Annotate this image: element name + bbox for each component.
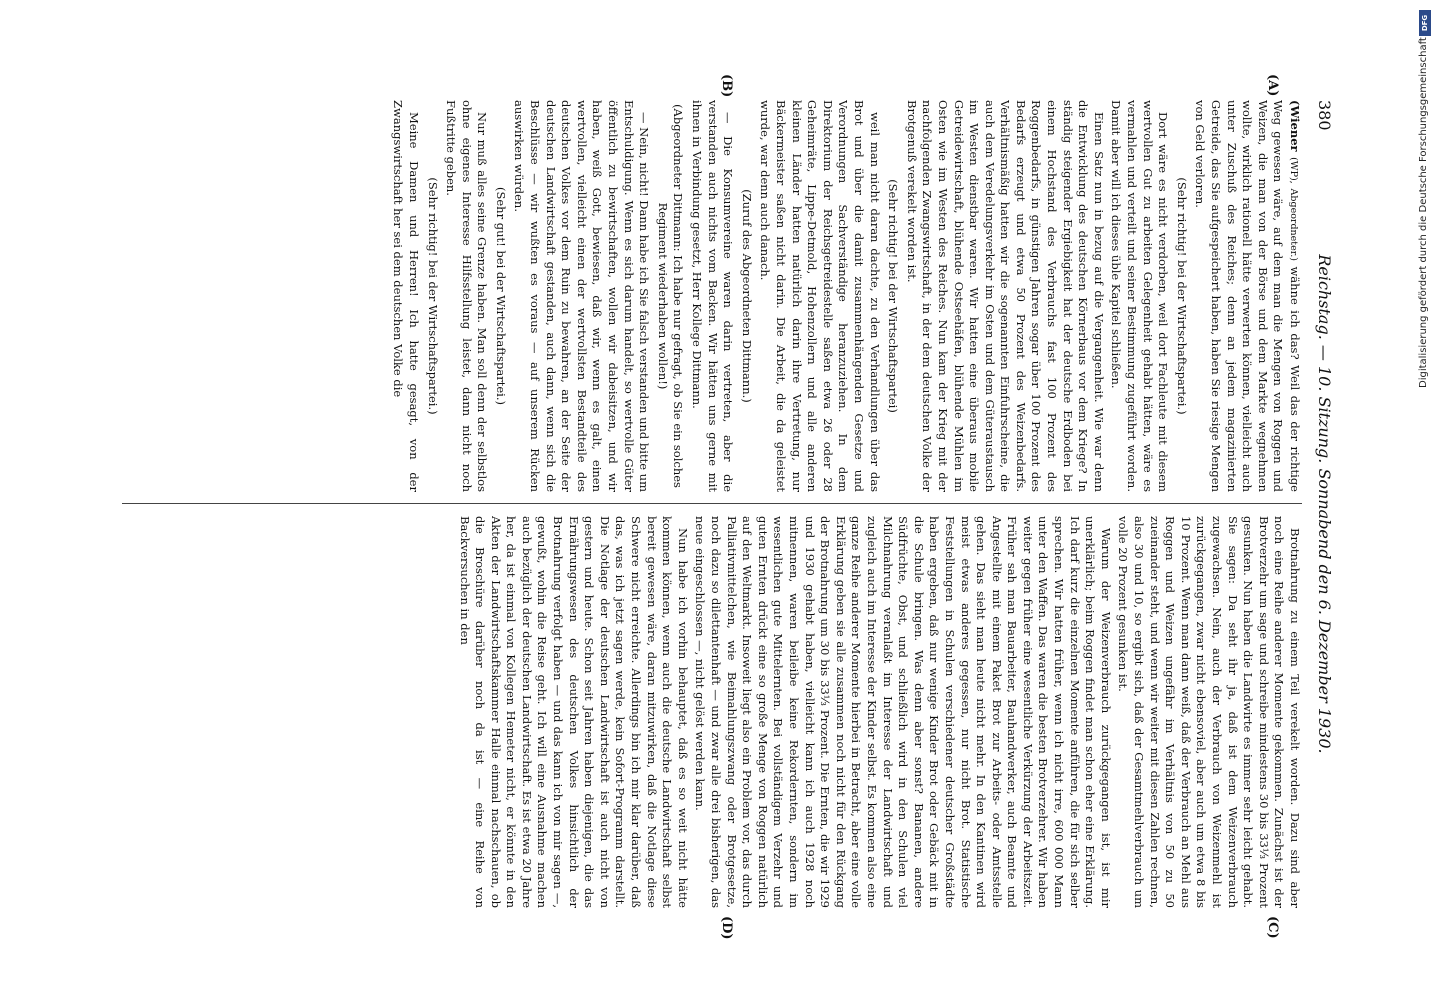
paragraph-text: wähne ich das? Weil das der richtige Weg gewesen wäre, auf dem man die Mengen von Roggen und Weizen, die man von der Börse und dem Markte wegnehmen wollte, wirklich rationell hätte verwerten können, vielleicht auch unter Zuschuß des Reiches; denn an jedem magazinierten Getreide, das Sie aufgespeichert haben, haben Sie riesige Mengen von Geld verloren. bbox=[1193, 100, 1302, 492]
credit-text: Digitalisierung gefördert durch die Deutsche Forschungsgemeinschaft bbox=[1418, 37, 1429, 388]
left-column bbox=[122, 100, 1302, 492]
speaker-name: (Wiener bbox=[1288, 100, 1302, 152]
paragraph: Warum der Weizenverbrauch zurückgegangen ist, ist mir unerklärlich; beim Roggen findet man schon eher eine Erklärung. Ich darf kurz die einzelnen Momente anführen, die für sich selber sprechen. Wir hatten früher, wenn ich nicht irre, 600 000 Mann unter den Waffen. Das waren die besten Brotverzehrer. Wir haben weiter gegen früher eine wesentliche Verkürzung der Arbeitszeit. Früher sah man Bauarbeiter, Bauhandwerker, auch Beamte und Angestellte mit einem Paket Brot zur Arbeits- oder Amtsstelle gehen. Das sieht man heute nicht mehr. In den Kantinen wird meist etwas anderes gegessen, nur nicht Brot. Statistische Feststellungen in Schulen verschiedener deutscher Großstädte haben ergeben, daß nur wenige Kinder Brot oder Gebäck mit in die Schule bringen. Was denn aber sonst? Bananen, andere Südfrüchte, Obst, und schließlich wird in den Schulen viel Milchnahrung veranlaßt im Interesse der Landwirtschaft und zugleich auch im Interesse der Kinder selbst. Es kommen also eine ganze Reihe anderer Momente hierbei in Betracht, aber eine volle Erklärung geben sie alle zusammen noch nicht für den Rückgang der Brotnahrung um 30 bis 33⅓ Prozent. Die Ernten, die wir 1929 und 1930 gehabt haben, vielleicht kann ich auch 1928 noch mitnennen, waren beileibe keine Rekordernten, sondern im wesentlichen gute Mittelernten. Bei vollständigem Verzehr und guten Ernten drückt eine so große Menge von Roggen natürlich auf den Weltmarkt. Insoweit liegt also ein Problem vor, das durch Palliativmittelchen, wie Beimahlungszwang oder Brotgesetze, noch dazu so dilettantenhaft — und zwar alle drei bisherigen, das neue eingeschlossen —, nicht gelöst werden kann. bbox=[693, 516, 1113, 908]
speaker-party: (WP), Abgeordneter.) bbox=[1288, 157, 1299, 261]
margin-marker-b: (B) bbox=[719, 74, 734, 98]
interjection: (Sehr richtig! bei der Wirtschaftspartei) bbox=[886, 179, 901, 413]
interjection: (Sehr richtig! bei der Wirtschaftspartei.) bbox=[425, 177, 440, 415]
dfg-logo: DFG bbox=[1419, 10, 1431, 36]
page-header bbox=[1312, 100, 1334, 908]
margin-marker-c: (C) bbox=[1265, 916, 1280, 939]
running-title: Reichstag. — 10. Sitzung. Sonnabend den 6. Dezember 1930. bbox=[1315, 254, 1334, 754]
column-divider bbox=[122, 503, 1302, 504]
text-columns bbox=[122, 100, 1302, 908]
interjection: (Sehr gut! bei der Wirtschaftspartei.) bbox=[493, 187, 508, 405]
paragraph: weil man nicht daran dachte, zu den Verhandlungen über das Brot und über die damit zusammenhängenden Gesetze und Verordnungen Sachverständige heranzuziehen. In dem Direktorium der Reichsgetreidestelle saßen etwa 26 oder 28 Geheimräte, Lippe-Detmold, Hohenzollern und alle anderen kleinen Länder hatten natürlich darin ihre Vertretung, nur Bäckermeister saßen nicht darin. Die Arbeit, die da geleistet wurde, war denn auch danach. bbox=[758, 100, 882, 492]
paragraph: Dort wäre es nicht verdorben, weil dort Fachleute mit diesem wertvollen Gut zu arbeiten Gelegenheit gehabt hätten, wäre es vermahlen und verteilt und seiner Bestimmung zugeführt worden. Damit aber will ich dieses üble Kapitel schließen. bbox=[1109, 100, 1171, 492]
page-content bbox=[114, 74, 1334, 940]
page-number: 380 bbox=[1315, 100, 1334, 131]
interjection: (Sehr richtig! bei der Wirtschaftspartei.) bbox=[1174, 177, 1189, 415]
paragraph bbox=[1192, 100, 1302, 492]
margin-marker-a: (A) bbox=[1265, 74, 1280, 97]
paragraph: — Nein, nicht! Dann habe ich Sie falsch verstanden und bitte um Entschuldigung. Wenn es sich darum handelt, so wertvolle Güter öffentlich zu bewirtschaften, wollen wir dabeisitzen, und wir haben, weiß Gott, bewiesen, daß wir, wenn es galt, einen wertvollen, vielleicht einen der wertvollsten Bestandteile des deutschen Volkes vor dem Ruin zu bewahren, an der Seite der deutschen Landwirtschaft gestanden, auch dann, wenn sich die Beschlüsse — wir wußten es voraus — auf unserem Rücken auswirken würden. bbox=[512, 100, 652, 492]
paragraph: Meine Damen und Herren! Ich hatte gesagt, von der Zwangswirtschaft her sei dem deutschen Volke die bbox=[391, 100, 421, 492]
interjection: (Abgeordneter Dittmann: Ich habe nur gefragt, ob Sie ein solches Regiment wiederhaben wollen!) bbox=[655, 104, 686, 488]
paragraph: — Die Konsumvereine waren darin vertreten, aber die verstanden auch nichts vom Backen. Wir hätten uns gerne mit ihnen in Verbindung gesetzt, Herr Kollege Dittmann. bbox=[690, 100, 736, 492]
digitization-credit bbox=[1418, 8, 1432, 988]
interjection: (Zuruf des Abgeordneten Dittmann.) bbox=[739, 189, 754, 403]
paragraph: Nun habe ich vorhin behauptet, daß es so weit nicht hätte kommen können, wenn auch die deutsche Landwirtschaft selbst bereit gewesen wäre, daran mitzuwirken, daß die Notlage diese Schwere nicht erreichte. Allerdings bin ich mir klar darüber, daß das, was ich jetzt sagen werde, kein Sofort-Programm darstellt. Die Notlage der deutschen Landwirtschaft ist auch nicht von gestern und heute. Schon seit Jahren haben diejenigen, die das Ernährungswesen des deutschen Volkes hinsichtlich der Brotnahrung verfolgt haben — und das kann ich von mir sagen —, gewußt, wohin die Reise geht. Ich will eine Ausnahme machen auch bezüglich der deutschen Landwirtschaft. Es ist etwa 20 Jahre her, da ist einmal von Kollegen Hemeter nicht, er könnte in den Akten der Landwirtschaftskammer Halle einmal nachschauen, ob die Broschüre darüber noch da ist — eine Reihe von Backversuchen in den bbox=[457, 516, 690, 908]
paragraph: Brotnahrung zu einem Teil verekelt worden. Dazu sind aber noch eine Reihe anderer Momente gekommen. Zunächst ist der Brotverzehr um sage und schreibe mindestens 30 bis 33⅓ Prozent gesunken. Nun haben die Landwirte es immer sehr leicht gehabt. Sie sagen: Da seht ihr ja, daß ist dem Weizenverbrauch zugewachsen. Nein, auch der Verbrauch von Weizenmehl ist zurückgegangen, zwar nicht ebensoviel, aber auch um etwa 8 bis 10 Prozent. Wenn man dann weiß, daß der Verbrauch an Mehl aus Roggen und Weizen ungefähr im Verhältnis von 50 zu 50 zueinander steht, und wenn wir weiter mit diesen Zahlen rechnen, also 30 und 10, so ergibt sich, daß der Gesamtmehlverbrauch um volle 20 Prozent gesunken ist. bbox=[1116, 516, 1302, 908]
right-column bbox=[122, 516, 1302, 908]
paragraph: Nur muß alles seine Grenze haben. Man soll denn der selbstlos ohne eigenes Interesse Hilfsstellung leistet, dann nicht noch Fußtritte geben. bbox=[444, 100, 490, 492]
margin-marker-d: (D) bbox=[719, 916, 734, 940]
paragraph: Einen Satz nun in bezug auf die Vergangenheit. Wie war denn die Entwicklung des deutschen Körnerbaus vor dem Kriege? In ständig steigender Ergiebigkeit hat der deutsche Erdboden bei einem Hochstand des Verbrauchs fast 100 Prozent des Roggenbedarfs, in günstigen Jahren sogar über 100 Prozent des Bedarfs erzeugt und etwa 50 Prozent des Weizenbedarfs. Verhältnismäßig hatten wir die sogenannten Einfuhrscheine, die auch dem Veredelungsverkehr im Osten und dem Güteraustausch im Westen dienstbar waren. Wir hatten eine überaus mobile Getreidewirtschaft, blühende Ostseehäfen, blühende Mühlen im Osten wie im Westen des Reiches. Nun kam der Krieg mit der nachfolgenden Zwangswirtschaft, in der dem deutschen Volke der Brotgenuß verekelt worden ist. bbox=[904, 100, 1106, 492]
